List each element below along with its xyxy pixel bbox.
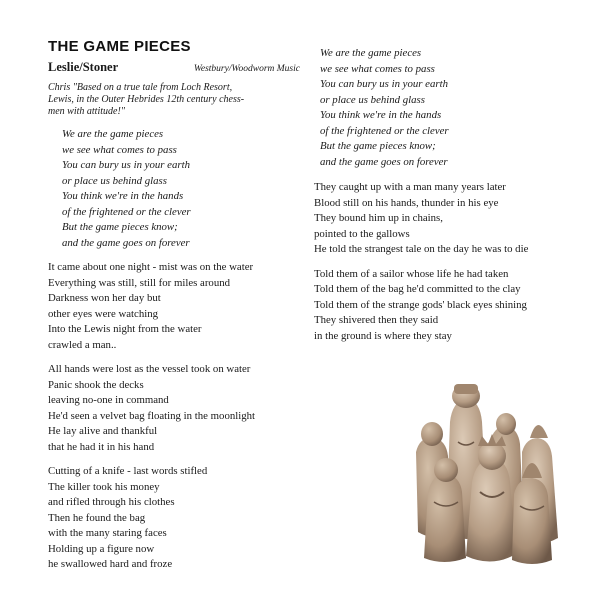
lyric-line: that he had it in his hand [48,440,155,453]
intro-note [48,82,298,118]
publisher: Westbury/Woodworm Music [193,64,300,74]
lyric-line: and rifled through his clothes [48,496,175,508]
credits-row [48,60,300,75]
lyric-line: crawled a man.. [48,338,117,351]
lyric-line: Everything was still, still for miles around [48,276,231,289]
lyric-line: You can bury us in your earth [320,78,448,90]
lyric-line: You think we're in the hands [320,109,442,121]
lyric-line: in the ground is where they stay [314,329,452,342]
note-line: men with attitude!" [48,106,125,117]
lyric-line: But the game pieces know; [320,140,436,152]
lyric-line: Cutting of a knife - last words stifled [48,465,208,477]
lyric-line: You can bury us in your earth [62,159,190,171]
lyric-line: Told them of the strange gods' black eyes shining [314,298,527,311]
lyric-line: They caught up with a man many years later [314,181,506,193]
chess-pieces-photo [414,382,566,568]
lyric-line: we see what comes to pass [62,143,177,156]
lyric-line: he swallowed hard and froze [48,558,173,570]
lyric-line: or place us behind glass [62,174,167,187]
lyric-line: He lay alive and thankful [48,425,158,437]
lyric-line: We are the game pieces [62,128,164,140]
chorus [62,127,298,251]
lyric-line: Panic shook the decks [48,378,144,391]
lyric-line: It came about one night - mist was on the water [48,261,254,273]
lyric-line: of the frightened or the clever [62,205,191,218]
lyric-line: We are the game pieces [320,47,422,59]
lyric-line: other eyes were watching [48,307,159,320]
lyric-line: of the frightened or the clever [320,124,449,137]
lyric-line: Darkness won her day but [48,292,161,304]
lyric-line: They bound him up in chains, [314,212,443,224]
lyric-line: He told the strangest tale on the day he was to die [314,243,529,255]
lyric-line: Told them of the bag he'd committed to the clay [314,283,521,295]
lyric-line: You think we're in the hands [62,190,184,202]
lyric-line: and the game goes on forever [62,236,190,249]
songwriters: Leslie/Stoner [48,60,119,74]
lyric-line: we see what comes to pass [320,62,435,75]
song-title: THE GAME PIECES [48,38,191,55]
lyric-line: and the game goes on forever [320,155,448,168]
lyric-line: leaving no-one in command [48,394,169,406]
verse [314,267,584,345]
lyric-line: Holding up a figure now [48,542,155,555]
lyric-line: pointed to the gallows [314,227,410,240]
lyric-line: But the game pieces know; [62,221,178,233]
lyric-line: The killer took his money [48,480,160,493]
lyric-line: Blood still on his hands, thunder in his eye [314,196,499,209]
lyric-line: He'd seen a velvet bag floating in the moonlight [48,409,256,422]
lyric-line: Then he found the bag [48,511,146,524]
lyric-line: Told them of a sailor whose life he had taken [314,267,509,280]
note-line: Lewis, in the Outer Hebrides 12th century chess- [48,94,245,105]
chorus [320,46,584,170]
lyric-line: All hands were lost as the vessel took on water [48,363,251,375]
note-line: Chris "Based on a true tale from Loch Resort, [48,82,233,93]
lyric-line: Into the Lewis night from the water [48,323,202,335]
lyric-line: or place us behind glass [320,93,425,106]
verse [48,362,298,455]
verse [48,260,298,353]
lyric-line: with the many staring faces [48,527,167,539]
verse [48,464,298,573]
left-column [48,38,298,582]
right-column [314,46,584,353]
verse [314,180,584,258]
lyric-line: They shivered then they said [314,314,439,326]
